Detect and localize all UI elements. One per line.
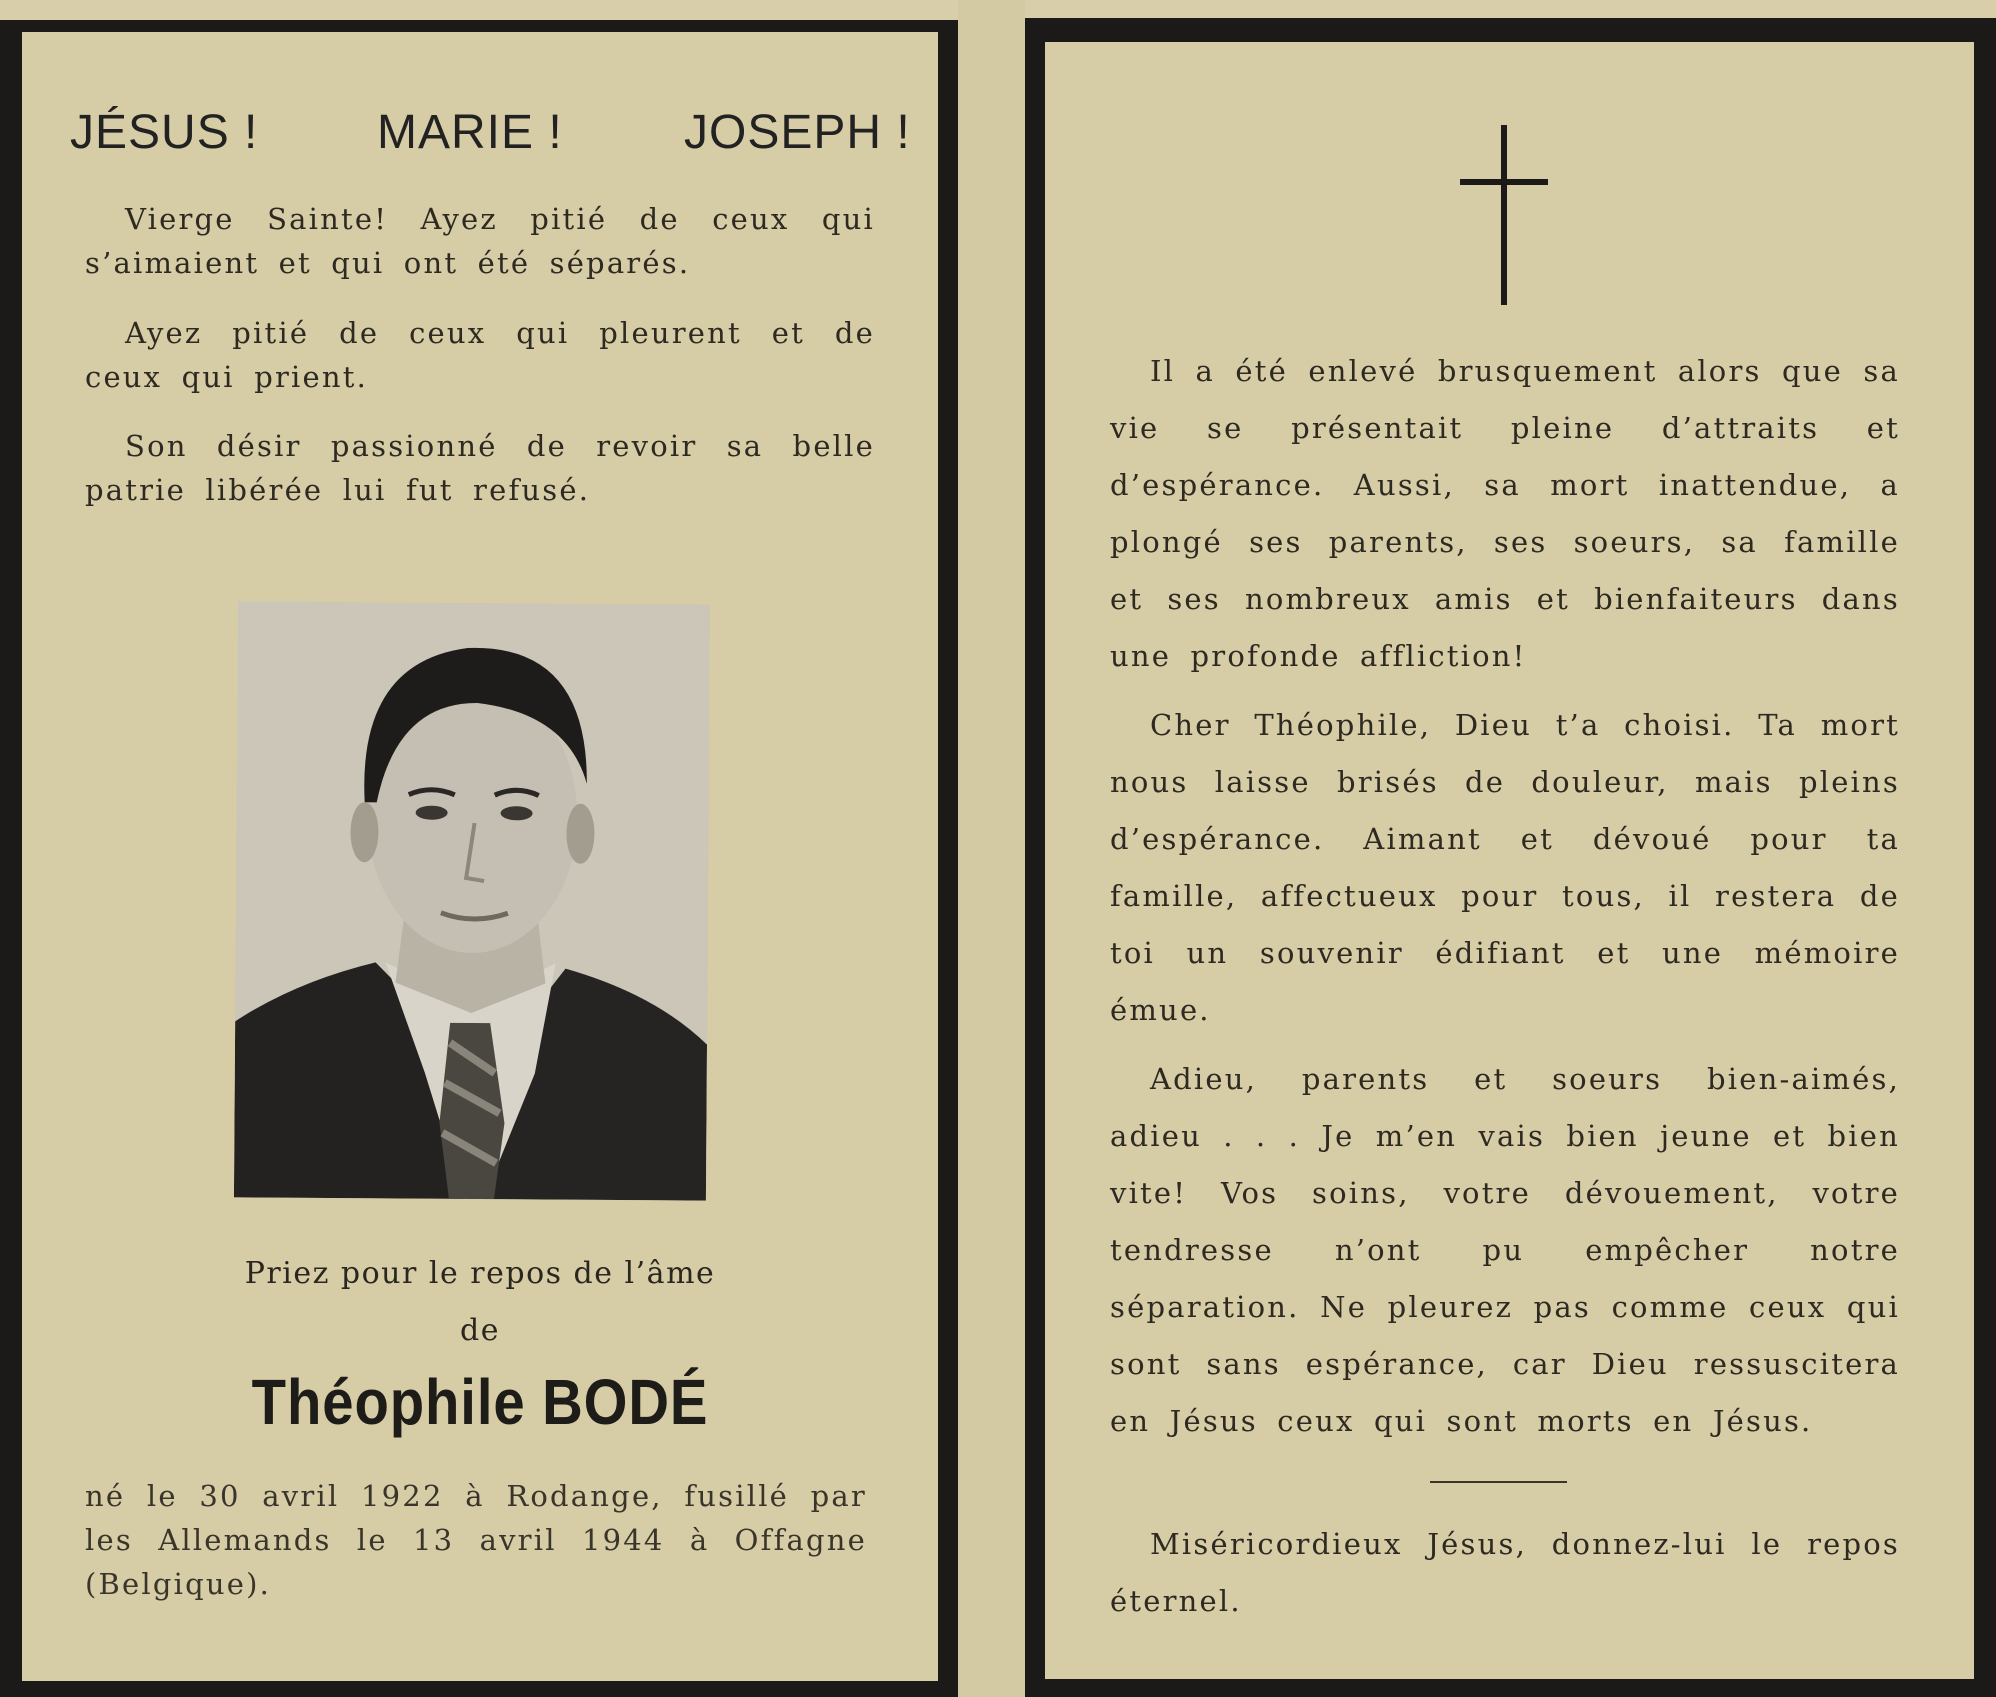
birth-death-details: né le 30 avril 1922 à Rodange, fusillé par les Allemands le 13 avril 1944 à Offagne (Belgique). [85,1479,867,1601]
divider-line [1430,1481,1567,1483]
prayer-paragraph-1: Vierge Sainte! Ayez pitié de ceux qui s’aimaient et qui ont été séparés. [85,202,875,280]
obituary-paragraph-2: Cher Théophile, Dieu t’a choisi. Ta mort nous laisse brisés de douleur, mais pleins d’espérance. Aimant et dévoué pour ta famille, affectueux pour tous, il restera de toi un souvenir édifiant et une mémoire émue. [1110,708,1900,1027]
prayer-paragraph-2: Ayez pitié de ceux qui pleurent et de ceux qui prient. [85,316,875,394]
prayer-request-de: de [460,1313,500,1348]
obituary-paragraph-1: Il a été enlevé brusquement alors que sa vie se présentait pleine d’attraits et d’espérance. Aussi, sa mort inattendue, a plongé ses parents, ses soeurs, sa famille et ses nombreux amis et bienfaiteurs dans une profonde affliction! [1110,354,1900,673]
portrait-illustration [234,601,710,1200]
invocation-jesus: JÉSUS ! [70,106,259,159]
deceased-name: Théophile BODÉ [251,1366,709,1438]
invocation-marie: MARIE ! [377,106,563,159]
prayer-paragraph-3: Son désir passionné de revoir sa belle patrie libérée lui fut refusé. [85,429,875,507]
portrait-photo [234,601,710,1200]
obituary-paragraph-3: Adieu, parents et soeurs bien-aimés, adieu . . . Je m’en vais bien jeune et bien vite! Vos soins, votre dévouement, votre tendresse n’ont pu empêcher notre séparation. Ne pleurez pas comme ceux qui sont sans espérance, car Dieu ressuscitera en Jésus ceux qui sont morts en Jésus. [1110,1062,1900,1438]
closing-prayer: Miséricordieux Jésus, donnez-lui le repos éternel. [1110,1527,1900,1618]
invocation-heading [70,105,911,165]
invocation-joseph: JOSEPH ! [684,106,911,159]
prayer-request-line: Priez pour le repos de l’âme [244,1256,716,1291]
card-fold-gutter [958,0,1025,1697]
latin-cross-icon [1460,125,1550,305]
